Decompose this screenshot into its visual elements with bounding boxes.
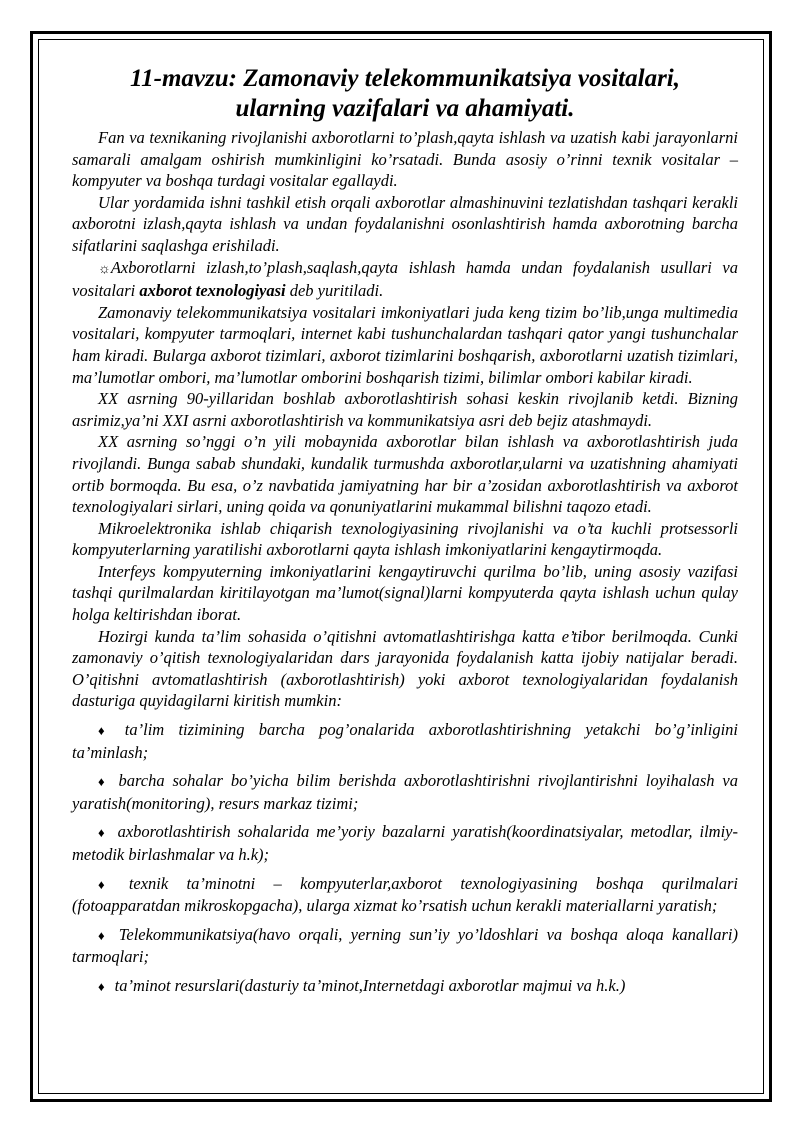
bullet-text: barcha sohalar bo’yicha bilim berishda axborotlashtirishni rivojlantirishni loyihalash va yaratish(monitoring), resurs markaz tizimi; <box>72 771 738 813</box>
paragraph: Interfeys kompyuterning imkoniyatlarini kengaytiruvchi qurilma bo’lib, uning asosiy vazifasi tashqi qurilmalardan kiritilayotgan ma’lumot(signal)larni kompyuterda qayta ishlash uchun qulay holga keltirishdan iborat. <box>72 561 738 625</box>
diamond-bullet-icon: ♦ <box>98 723 115 739</box>
paragraph: Mikroelektronika ishlab chiqarish texnologiyasining rivojlanishi va o’ta kuchli protsessorli kompyuterlarning yaratilishi axborotlarni qayta ishlash imkoniyatlarini kengaytirmoqda. <box>72 518 738 560</box>
title-line-1: 11-mavzu: Zamonaviy telekommunikatsiya vositalari, <box>130 65 680 92</box>
paragraph: Zamonaviy telekommunikatsiya vositalari imkoniyatlari juda keng tizim bo’lib,unga multimedia vositalari, kompyuter tarmoqlari, internet kabi tushunchalardan tashqari qator yangi tushunchalar ham kiradi. Bularga axborot tizimlari, axborot tizimlarini boshqarish, axborotlarni uzatish tizimlari, ma’lumotlar ombori, ma’lumotlar omborini boshqarish tizimi, bilimlar ombori kabilar kiradi. <box>72 302 738 387</box>
document-body <box>72 64 738 998</box>
bullet-item <box>72 975 738 998</box>
definition-paragraph <box>72 257 738 302</box>
definition-text-before: Axborotlarni izlash,to’plash,saqlash,qayta ishlash hamda undan foydalanish usullari va vositalari <box>72 257 738 301</box>
bullet-item <box>72 821 738 865</box>
sun-icon: ☼ <box>98 261 111 277</box>
diamond-bullet-icon: ♦ <box>98 876 119 892</box>
bullet-item <box>72 924 738 968</box>
bullet-text: ta’lim tizimining barcha pog’onalarida axborotlashtirishning yetakchi bo’g’inligini ta’minlash; <box>72 720 738 762</box>
diamond-bullet-icon: ♦ <box>98 978 105 994</box>
paragraph: Ular yordamida ishni tashkil etish orqali axborotlar almashinuvini tezlatishdan tashqari kerakli axborotni izlash,qayta ishlash va undan foydalanishni osonlashtirish hamda axborotning barcha sifatlarini saqlashga erishiladi. <box>72 192 738 255</box>
bullet-item <box>72 873 738 917</box>
bullet-text: axborotlashtirish sohalarida me’yoriy bazalarni yaratish(koordinatsiyalar, metodlar, ilmiy-metodik birlashmalar va h.k); <box>72 822 738 864</box>
definition-text-after: deb yuritiladi. <box>285 281 384 301</box>
title-line-2: ularning vazifalari va ahamiyati. <box>235 95 575 122</box>
page-title <box>72 64 738 124</box>
paragraph: XX asrning 90-yillaridan boshlab axborotlashtirish sohasi keskin rivojlanib ketdi. Bizning asrimiz,ya’ni XXI asrni axborotlashtirish va kommunikatsiya asri deb bejiz atashmaydi. <box>72 389 738 430</box>
bullet-text: texnik ta’minotni – kompyuterlar,axborot texnologiyasining boshqa qurilmalari (fotoapparatdan mikroskopgacha), ularga xizmat ko’rsatish uchun kerakli materiallarni yaratish; <box>72 873 738 916</box>
bullet-item <box>72 719 738 763</box>
definition-term: axborot texnologiyasi <box>139 281 286 301</box>
bullet-text: Telekommunikatsiya(havo orqali, yerning sun’iy yo’ldoshlari va boshqa aloqa kanallari) tarmoqlari; <box>72 924 738 967</box>
bullet-item <box>72 770 738 814</box>
diamond-bullet-icon: ♦ <box>98 825 108 841</box>
paragraph: XX asrning so’nggi o’n yili mobaynida axborotlar bilan ishlash va axborotlashtirish juda rivojlandi. Bunga sabab shundaki, kundalik turmushda axborotlar,ularni va uzatishning ahamiyati ortib bormoqda. Bu esa, o’z navbatida jamiyatning har bir a’zosidan axborotlashtirish va axborot texnologiyalari sirlari, uning qoida va qonuniyatlarini mukammal bilishni taqozo etadi. <box>72 432 738 517</box>
diamond-bullet-icon: ♦ <box>98 927 109 943</box>
paragraph: Fan va texnikaning rivojlanishi axborotlarni to’plash,qayta ishlash va uzatish kabi jarayonlarni samarali amalgam oshirish mumkinligini ko’rsatadi. Bunda asosiy o’rinni texnik vositalar – kompyuter va boshqa turdagi vositalar egallaydi. <box>72 128 738 191</box>
bullet-text: ta’minot resurslari(dasturiy ta’minot,Internetdagi axborotlar majmui va h.k.) <box>114 975 626 995</box>
diamond-bullet-icon: ♦ <box>98 774 109 790</box>
paragraph: Hozirgi kunda ta’lim sohasida o’qitishni avtomatlashtirishga katta e’tibor berilmoqda. Cunki zamonaviy o’qitish texnologiyalaridan dars jarayonida foydalanish katta ijobiy natijalar beradi. O’qitishni avtomatlashtirish (axborotlashtirish) yoki axborot texnologiyalaridan foydalanish dasturiga quyidagilarni kiritish mumkin: <box>72 626 738 711</box>
